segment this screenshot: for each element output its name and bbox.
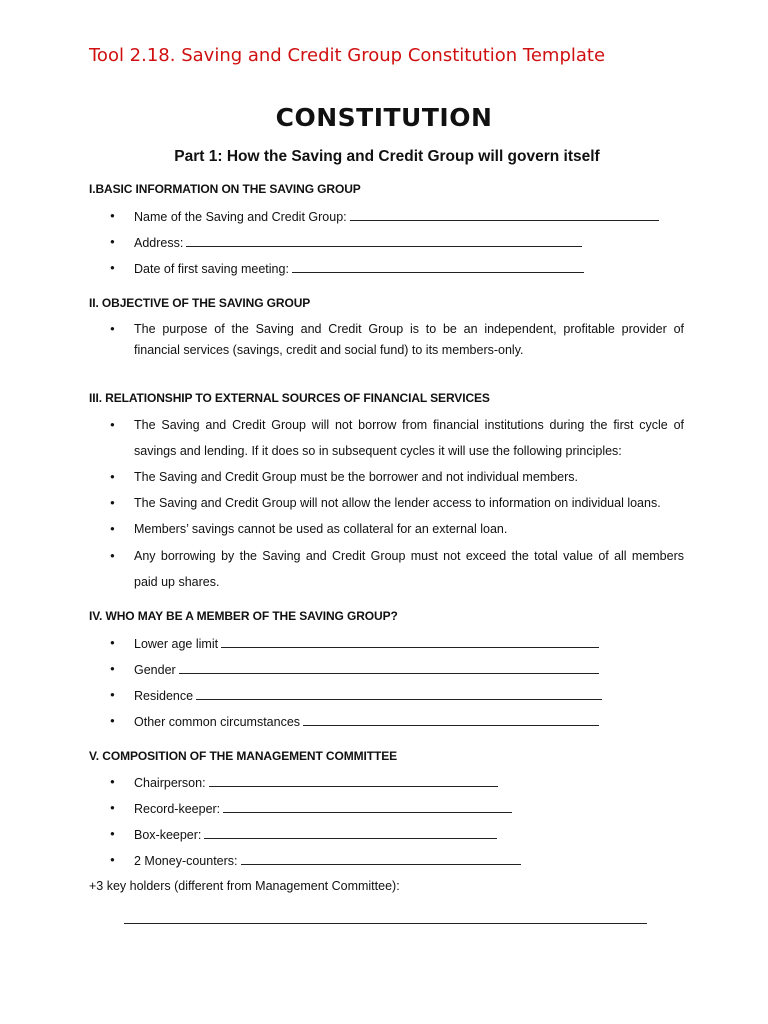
field-label: Box-keeper:: [134, 828, 202, 842]
box-keeper-field[interactable]: [134, 827, 497, 842]
principle-text-line: Members’ savings cannot be used as collateral for an external loan.: [134, 522, 508, 536]
bullet-icon: ●: [110, 855, 115, 864]
key-holders-label: +3 key holders (different from Management Committee):: [89, 879, 400, 893]
first-meeting-date-field[interactable]: [134, 261, 584, 276]
address-field[interactable]: [134, 235, 582, 250]
section-3-heading: III. RELATIONSHIP TO EXTERNAL SOURCES OF FINANCIAL SERVICES: [89, 391, 490, 405]
section-2-heading: II. OBJECTIVE OF THE SAVING GROUP: [89, 296, 311, 310]
record-keeper-field[interactable]: [134, 801, 512, 816]
objective-text-line: financial services (savings, credit and social fund) to its members-only.: [134, 343, 524, 357]
field-label: Residence: [134, 689, 194, 703]
blank-line[interactable]: [221, 636, 599, 648]
bullet-icon: ●: [110, 664, 115, 673]
field-label: Date of first saving meeting:: [134, 262, 289, 276]
bullet-icon: ●: [110, 638, 115, 647]
field-label: Name of the Saving and Credit Group:: [134, 210, 347, 224]
group-name-field[interactable]: [134, 209, 659, 224]
blank-line[interactable]: [292, 261, 584, 273]
residence-field[interactable]: [134, 688, 602, 703]
part-title: Part 1: How the Saving and Credit Group will govern itself: [174, 148, 600, 165]
bullet-icon: ●: [110, 211, 115, 220]
section-1-heading: I.BASIC INFORMATION ON THE SAVING GROUP: [89, 182, 361, 196]
money-counters-field[interactable]: [134, 853, 521, 868]
bullet-icon: ●: [110, 324, 115, 333]
principle-text-line: paid up shares.: [134, 575, 220, 589]
gender-field[interactable]: [134, 662, 599, 677]
blank-line[interactable]: [303, 714, 599, 726]
bullet-icon: ●: [110, 263, 115, 272]
principle-text-line: The Saving and Credit Group will not allow the lender access to information on individual loans.: [134, 496, 661, 510]
blank-line[interactable]: [196, 688, 602, 700]
section-5-heading: V. COMPOSITION OF THE MANAGEMENT COMMITTEE: [89, 749, 398, 763]
bullet-icon: ●: [110, 551, 115, 560]
bullet-icon: ●: [110, 716, 115, 725]
blank-line[interactable]: [223, 801, 512, 813]
other-circumstances-field[interactable]: [134, 714, 599, 729]
field-label: Record-keeper:: [134, 802, 221, 816]
bullet-icon: ●: [110, 777, 115, 786]
key-holders-blank-line[interactable]: [124, 912, 647, 924]
field-label: 2 Money-counters:: [134, 854, 238, 868]
field-label: Other common circumstances: [134, 715, 301, 729]
bullet-icon: ●: [110, 237, 115, 246]
section-4-heading: IV. WHO MAY BE A MEMBER OF THE SAVING GROUP?: [89, 609, 398, 623]
field-label: Address:: [134, 236, 184, 250]
blank-line[interactable]: [241, 853, 521, 865]
bullet-icon: ●: [110, 420, 115, 429]
principle-text-line: Any borrowing by the Saving and Credit Group must not exceed the total value of all members: [134, 549, 684, 563]
principle-text-line: The Saving and Credit Group will not borrow from financial institutions during the first cycle of: [134, 418, 684, 432]
objective-text-line: The purpose of the Saving and Credit Group is to be an independent, profitable provider of: [134, 322, 684, 336]
bullet-icon: ●: [110, 524, 115, 533]
field-label: Lower age limit: [134, 637, 219, 651]
bullet-icon: ●: [110, 690, 115, 699]
blank-line[interactable]: [350, 209, 659, 221]
bullet-icon: ●: [110, 829, 115, 838]
lower-age-limit-field[interactable]: [134, 636, 599, 651]
bullet-icon: ●: [110, 803, 115, 812]
bullet-icon: ●: [110, 498, 115, 507]
bullet-icon: ●: [110, 472, 115, 481]
blank-line[interactable]: [209, 775, 498, 787]
field-label: Chairperson:: [134, 776, 206, 790]
blank-line[interactable]: [179, 662, 599, 674]
chairperson-field[interactable]: [134, 775, 498, 790]
document-title: CONSTITUTION: [275, 103, 493, 132]
blank-line[interactable]: [186, 235, 582, 247]
blank-line[interactable]: [204, 827, 497, 839]
principle-text-line: savings and lending. If it does so in subsequent cycles it will use the following principles:: [134, 444, 622, 458]
tool-title: Tool 2.18. Saving and Credit Group Constitution Template: [89, 45, 606, 66]
field-label: Gender: [134, 663, 176, 677]
principle-text-line: The Saving and Credit Group must be the borrower and not individual members.: [134, 470, 578, 484]
